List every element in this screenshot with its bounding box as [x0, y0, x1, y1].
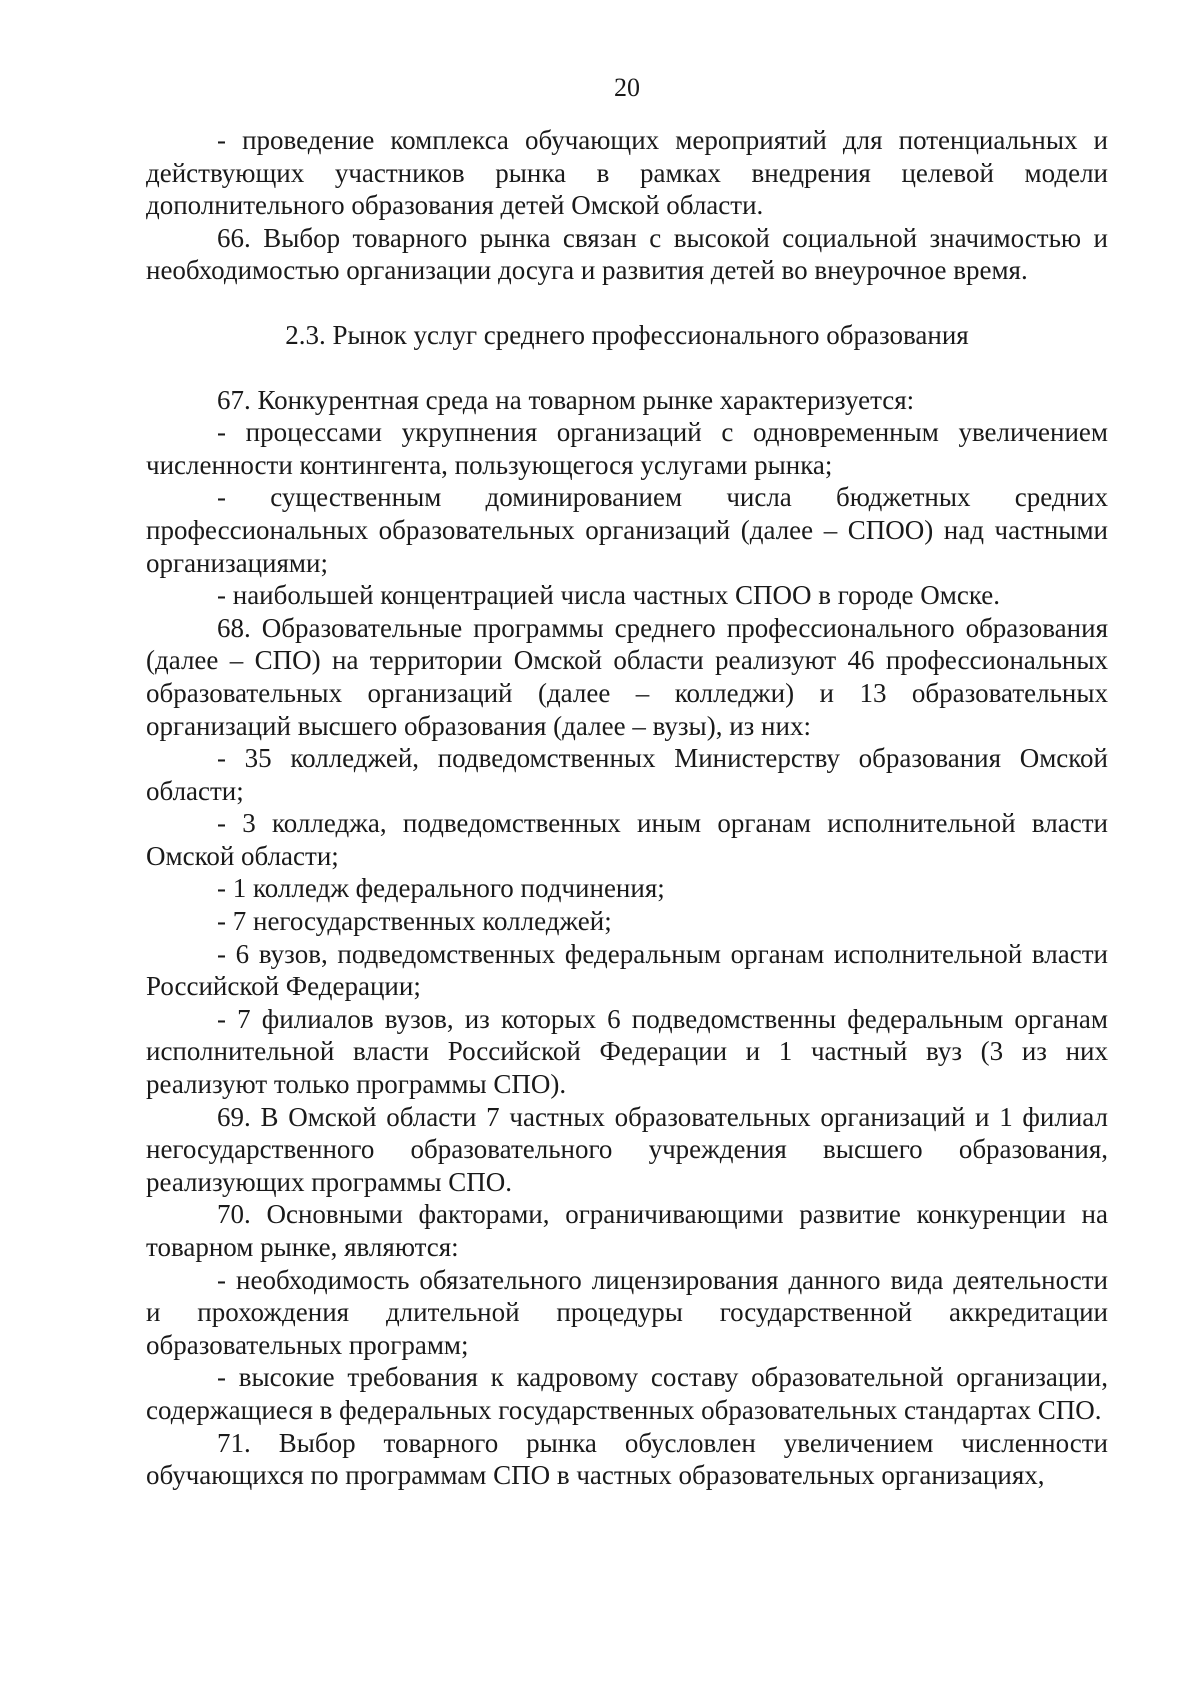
paragraph: 71. Выбор товарного рынка обусловлен увеличением численности обучающихся по программам СПО в частных образовательных организациях, — [146, 1427, 1108, 1491]
list-item: - процессами укрупнения организаций с одновременным увеличением численности контингента, пользующегося услугами рынка; — [146, 417, 1108, 480]
paragraph: 70. Основными факторами, ограничивающими развитие конкуренции на товарном рынке, являются: — [146, 1199, 1108, 1262]
list-item: - высокие требования к кадровому составу образовательной организации, содержащиеся в федеральных государственных образовательных стандартах СПО. — [146, 1362, 1108, 1425]
document-body — [146, 124, 1108, 1492]
list-item: - существенным доминированием числа бюджетных средних профессиональных образовательных организаций (далее – СПОО) над частными организациями; — [146, 482, 1108, 578]
paragraph: - проведение комплекса обучающих мероприятий для потенциальных и действующих участников рынка в рамках внедрения целевой модели дополнительного образования детей Омской области. — [146, 125, 1108, 221]
list-item: - необходимость обязательного лицензирования данного вида деятельности и прохождения длительной процедуры государственной аккредитации образовательных программ; — [146, 1264, 1108, 1360]
section-heading: 2.3. Рынок услуг среднего профессионального образования — [285, 319, 969, 350]
list-item: - наибольшей концентрацией числа частных СПОО в городе Омске. — [217, 580, 1001, 611]
paragraph: 66. Выбор товарного рынка связан с высокой социальной значимостью и необходимостью организации досуга и развития детей во внеурочное время. — [146, 222, 1108, 286]
list-item: - 7 филиалов вузов, из которых 6 подведомственны федеральным органам исполнительной власти Российской Федерации и 1 частный вуз (3 из них реализуют только программы СПО). — [146, 1003, 1108, 1100]
paragraph: 67. Конкурентная среда на товарном рынке характеризуется: — [217, 384, 915, 415]
list-item: - 1 колледж федерального подчинения; — [217, 873, 665, 904]
list-item: - 7 негосударственных колледжей; — [217, 906, 612, 937]
paragraph: 69. В Омской области 7 частных образовательных организаций и 1 филиал негосударственного образовательного учреждения высшего образования, реализующих программы СПО. — [146, 1101, 1108, 1197]
paragraph: 68. Образовательные программы среднего профессионального образования (далее – СПО) на территории Омской области реализуют 46 профессиональных образовательных организаций (далее – колледжи) и 13 образовательных организаций высшего образования (далее – вузы), из них: — [146, 612, 1108, 741]
list-item: - 35 колледжей, подведомственных Министерству образования Омской области; — [146, 743, 1108, 806]
list-item: - 3 колледжа, подведомственных иным органам исполнительной власти Омской области; — [146, 808, 1108, 871]
list-item: - 6 вузов, подведомственных федеральным органам исполнительной власти Российской Федерации; — [146, 938, 1108, 1002]
page-number: 20 — [614, 73, 640, 102]
